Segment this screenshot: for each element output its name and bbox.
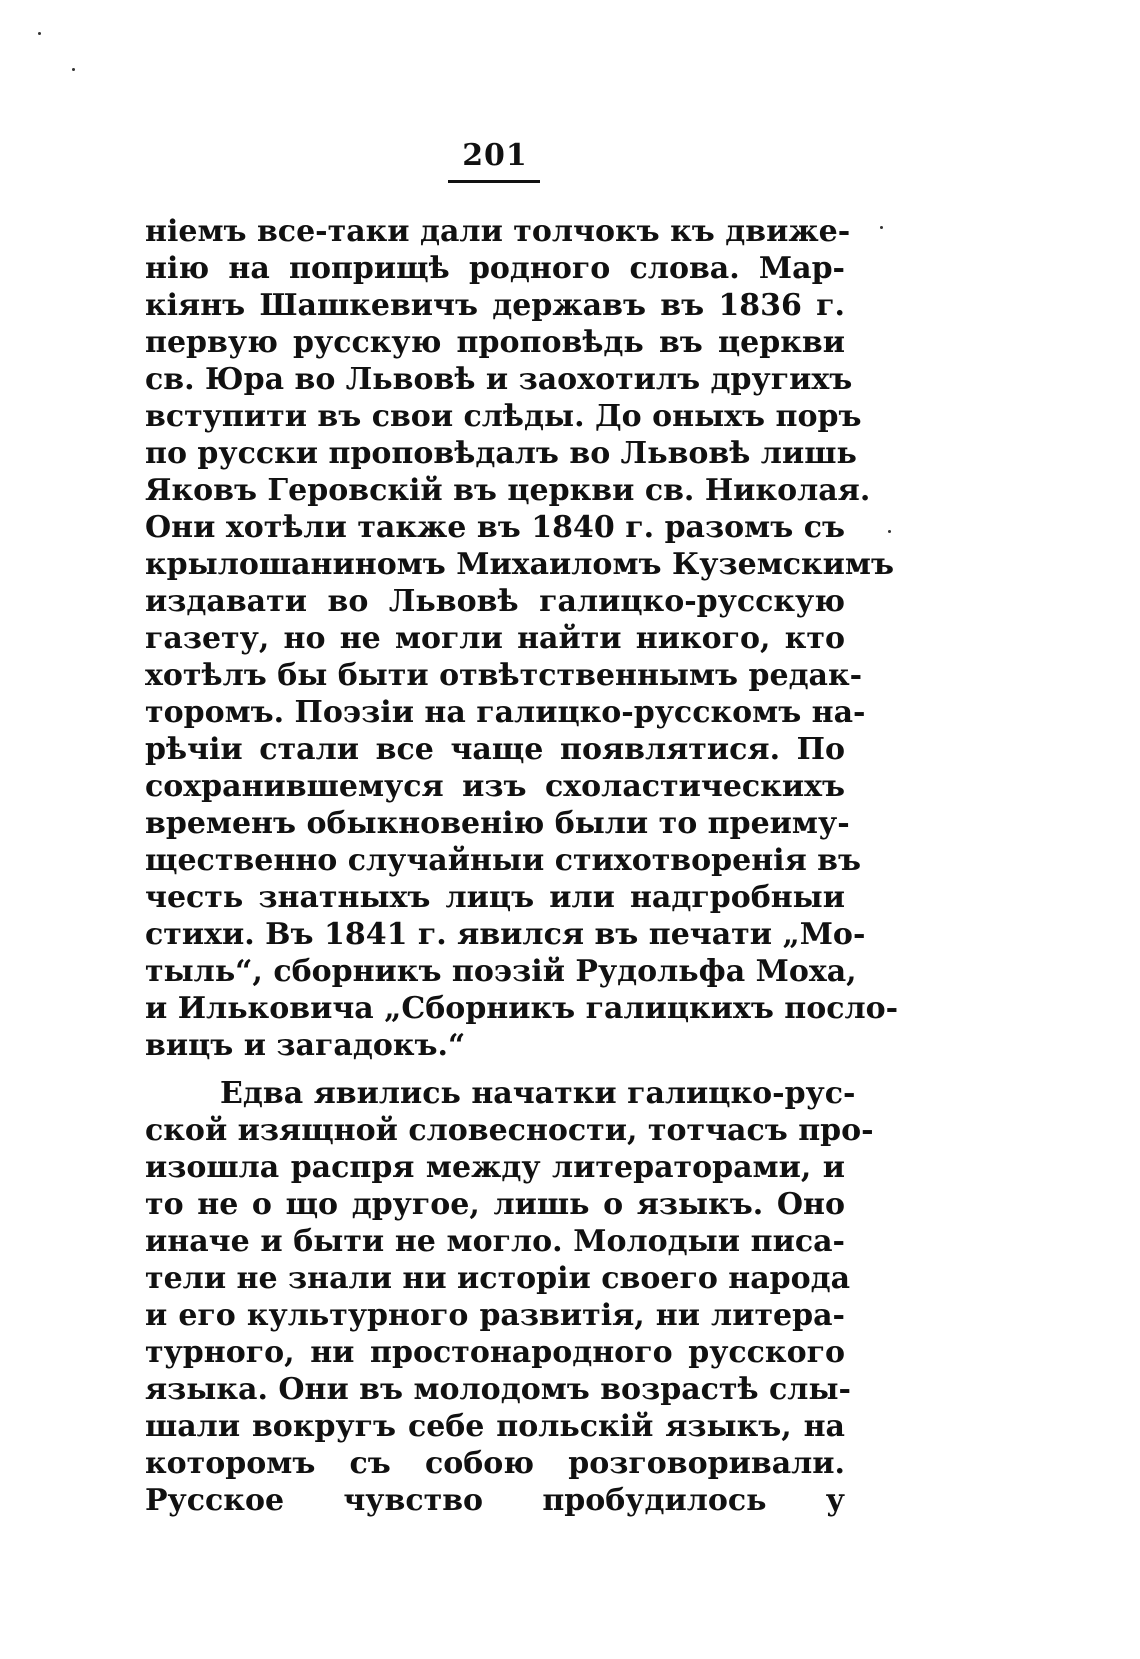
text-line: рѣчіи стали все чаще появлятися. По <box>145 732 845 767</box>
text-line: крылошаниномъ Михаиломъ Куземскимъ <box>145 547 895 582</box>
paragraph-2 <box>145 1075 874 1519</box>
text-line: то не о що другое, лишь о языкъ. Оно <box>145 1187 845 1222</box>
text-line: честь знатныхъ лицъ или надгробныи <box>145 880 845 915</box>
page-number-rule <box>448 180 540 183</box>
text-line: турного, ни простонародного русского <box>145 1335 845 1370</box>
text-line: изошла распря между литераторами, и <box>145 1150 845 1185</box>
text-line: тели не знали ни исторіи своего народа <box>145 1261 851 1296</box>
text-line: первую русскую проповѣдь въ церкви <box>145 325 845 360</box>
text-line: Они хотѣли также въ 1840 г. разомъ съ <box>145 510 845 545</box>
text-line: которомъ съ собою розговоривали. <box>145 1446 845 1481</box>
text-line: щественно случайныи стихотворенія въ <box>145 843 862 878</box>
text-line: кіянъ Шашкевичъ державъ въ 1836 г. <box>145 288 845 323</box>
text-line: ской изящной словесности, тотчасъ про- <box>145 1113 874 1148</box>
text-line: стихи. Въ 1841 г. явился въ печати „Мо- <box>145 917 866 952</box>
text-line: и его культурного развитія, ни литера- <box>145 1298 845 1333</box>
text-line: тыль“, сборникъ поэзій Рудольфа Моха, <box>145 954 857 989</box>
text-line: Яковъ Геровскій въ церкви св. Николая. <box>145 473 871 508</box>
text-line: газету, но не могли найти никого, кто <box>145 621 845 656</box>
text-line: временъ обыкновенію были то преиму- <box>145 806 850 841</box>
scan-speck <box>888 530 891 533</box>
scan-speck <box>38 32 41 35</box>
text-line: ніемъ все-таки дали толчокъ къ движе- <box>145 214 851 249</box>
text-line: иначе и быти не могло. Молодыи писа- <box>145 1224 845 1259</box>
text-line: шали вокругъ себе польскій языкъ, на <box>145 1409 845 1444</box>
page-number: 201 <box>462 138 528 173</box>
text-line: св. Юра во Львовѣ и заохотилъ другихъ <box>145 362 853 397</box>
text-line: языка. Они въ молодомъ возрастѣ слы- <box>145 1372 851 1407</box>
text-line: по русски проповѣдалъ во Львовѣ лишь <box>145 436 857 471</box>
text-line: вицъ и загадокъ.“ <box>145 1028 466 1063</box>
scan-speck <box>72 68 75 71</box>
paragraph-1 <box>145 213 899 1064</box>
text-line: и Ильковича „Сборникъ галицкихъ посло- <box>145 991 899 1026</box>
text-line: торомъ. Поэзіи на галицко-русскомъ на- <box>145 695 866 730</box>
text-line: хотѣлъ бы быти отвѣтственнымъ редак- <box>145 658 863 693</box>
text-line: нію на поприщѣ родного слова. Мар- <box>145 251 845 286</box>
text-line: Русское чувство пробудилось у <box>145 1483 845 1518</box>
scan-speck <box>880 226 883 229</box>
text-line: сохранившемуся изъ схоластическихъ <box>145 769 845 804</box>
text-line: Едва явились начатки галицко-рус- <box>220 1076 856 1111</box>
text-line: вступити въ свои слѣды. До оныхъ поръ <box>145 399 862 434</box>
text-line: издавати во Львовѣ галицко-русскую <box>145 584 845 619</box>
